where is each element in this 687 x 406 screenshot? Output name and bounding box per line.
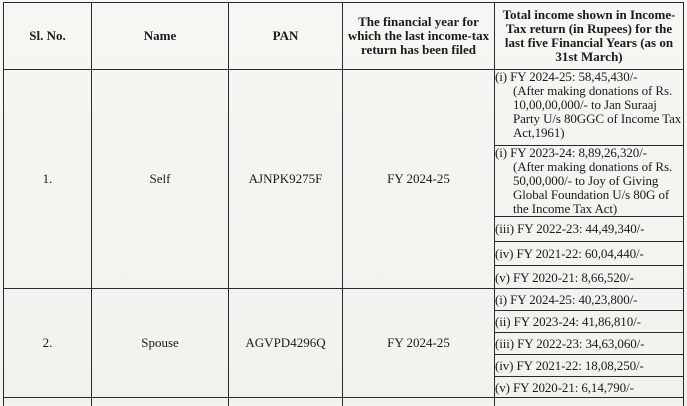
name-cell: Self <box>92 70 229 289</box>
financial-year-cell: FY 2024-25 <box>343 70 495 289</box>
income-note: (After making donations of Rs. 50,00,000/- to Joy of Giving Global Foundation U/s 80G of the Income Tax Act) <box>495 160 683 216</box>
income-entry: (v) FY 2020-21: 6,14,790/- <box>495 377 684 398</box>
name-cell: Spouse <box>92 289 229 398</box>
income-entry: (iii) FY 2022-23: 34,63,060/- <box>495 333 684 355</box>
table-row <box>4 289 684 311</box>
income-tax-table <box>3 2 684 406</box>
header-total-income: Total income shown in Income-Tax return (in Rupees) for the last five Financial Years (as on 31st March) <box>495 3 684 70</box>
income-entry <box>495 146 684 217</box>
header-sl-no: Sl. No. <box>4 3 92 70</box>
pan-cell: AGVPD4296Q <box>229 289 343 398</box>
financial-year-cell: FY 2024-25 <box>343 289 495 398</box>
income-entry: (iv) FY 2021-22: 60,04,440/- <box>495 242 684 266</box>
pan-cell: AJNPK9275F <box>229 70 343 289</box>
income-entry: (ii) FY 2023-24: 41,86,810/- <box>495 311 684 333</box>
header-financial-year: The financial year for which the last income-tax return has been filed <box>343 3 495 70</box>
income-note: (After making donations of Rs. 10,00,00,000/- to Jan Suraaj Party U/s 80GGC of Income Tax Act,1961) <box>495 84 683 140</box>
sl-no-cell: 2. <box>4 289 92 398</box>
header-row <box>4 3 684 70</box>
income-line: (i) FY 2023-24: 8,89,26,320/- <box>495 146 683 160</box>
income-entry: (i) FY 2024-25: 40,23,800/- <box>495 289 684 311</box>
header-pan: PAN <box>229 3 343 70</box>
table-row <box>4 70 684 146</box>
income-entry: (iv) FY 2021-22: 18,08,250/- <box>495 355 684 377</box>
income-entry <box>495 70 684 146</box>
income-entry: (v) FY 2020-21: 8,66,520/- <box>495 266 684 289</box>
income-entry: (iii) FY 2022-23: 44,49,340/- <box>495 217 684 242</box>
income-line: (i) FY 2024-25: 58,45,430/- <box>495 70 683 84</box>
header-name: Name <box>92 3 229 70</box>
sl-no-cell: 1. <box>4 70 92 289</box>
